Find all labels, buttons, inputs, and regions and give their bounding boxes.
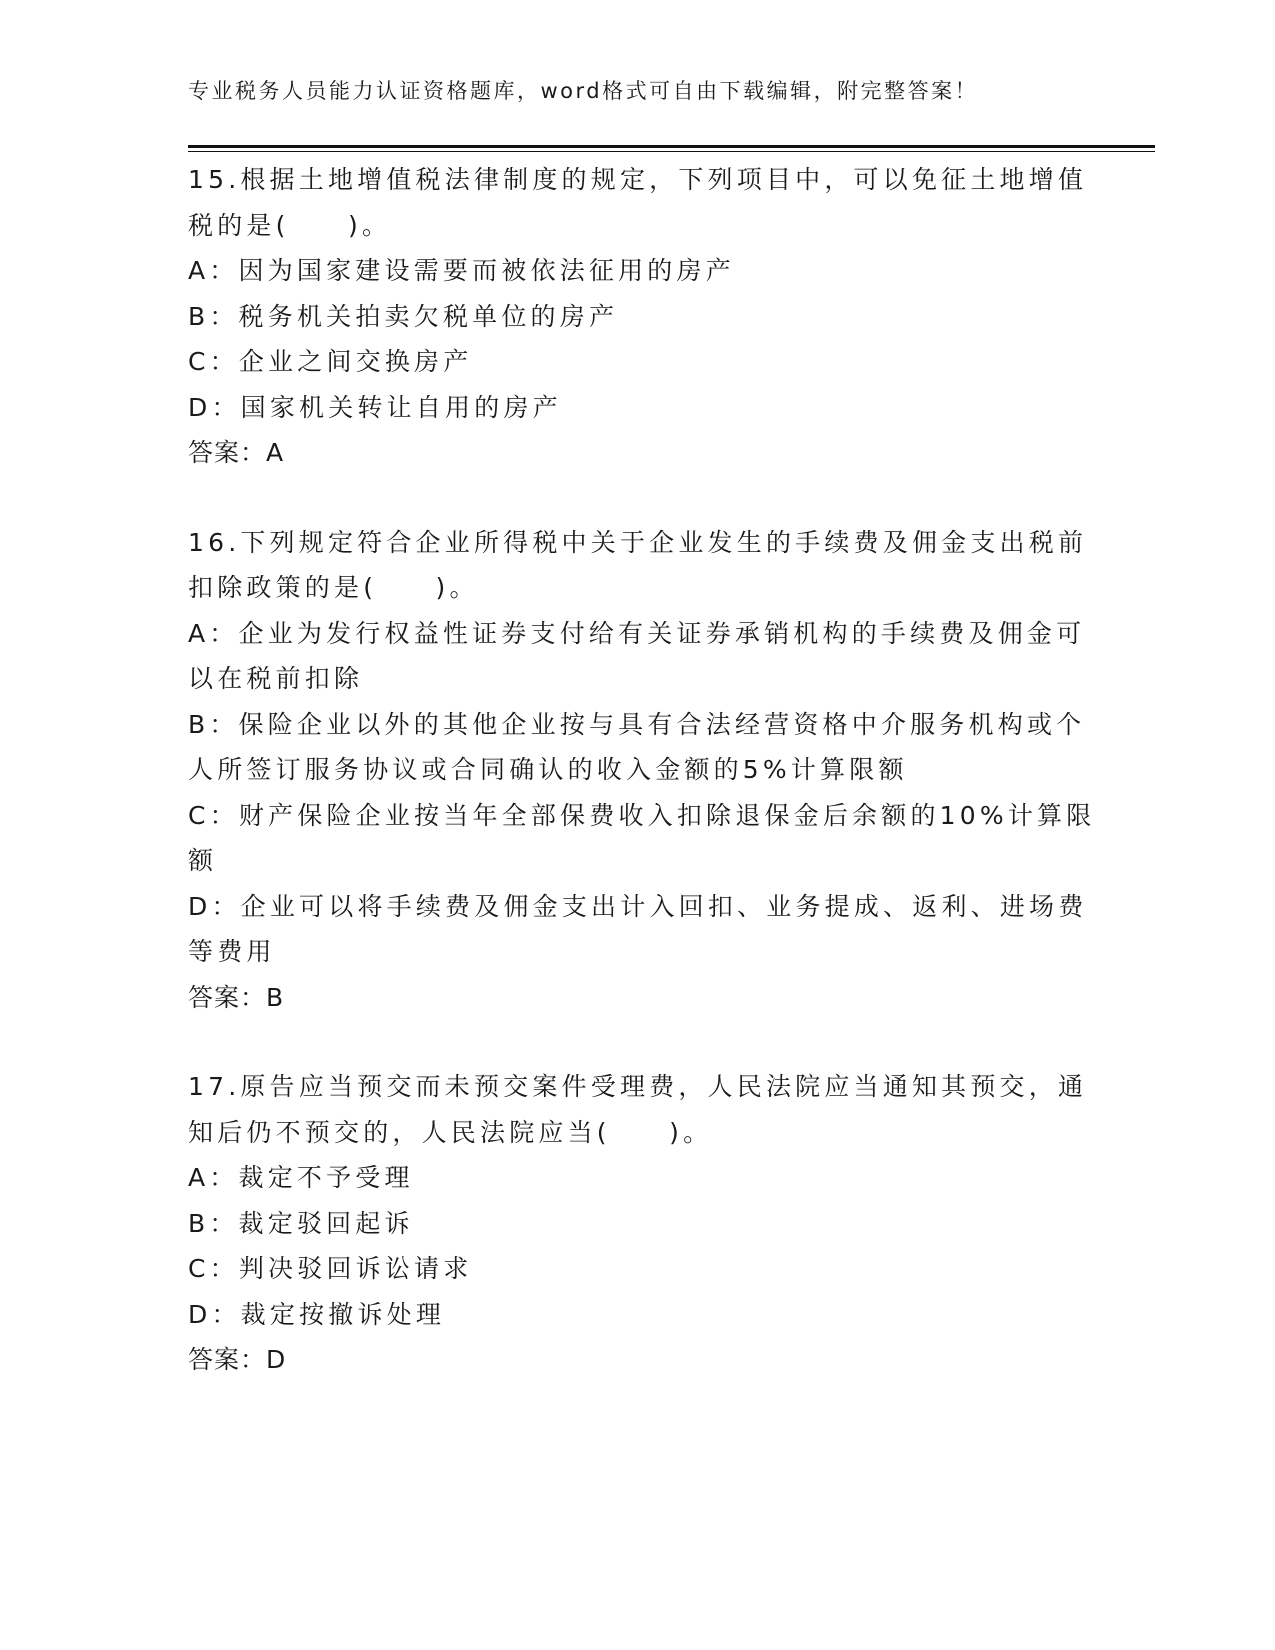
option-c: C：企业之间交换房产 <box>188 347 473 376</box>
question-15 <box>188 157 1088 476</box>
option-a: A：裁定不予受理 <box>188 1163 414 1192</box>
option-b: B：裁定驳回起诉 <box>188 1208 414 1238</box>
question-stem: 15.根据土地增值税法律制度的规定，下列项目中，可以免征土地增值 <box>188 165 1088 194</box>
option-b: B：税务机关拍卖欠税单位的房产 <box>188 301 619 331</box>
question-16 <box>188 520 1096 1021</box>
question-17 <box>188 1064 1088 1383</box>
question-stem: 知后仍不预交的，人民法院应当( )。 <box>188 1117 713 1147</box>
option-a: A：企业为发行权益性证券支付给有关证券承销机构的手续费及佣金可 <box>188 618 1086 648</box>
answer-line: 答案：A <box>188 438 285 467</box>
question-list <box>188 157 1096 1427</box>
question-stem: 17.原告应当预交而未预交案件受理费，人民法院应当通知其预交，通 <box>188 1072 1088 1101</box>
option-c: C：判决驳回诉讼请求 <box>188 1254 473 1283</box>
option-c: C：财产保险企业按当年全部保费收入扣除退保金后余额的10%计算限 <box>188 800 1096 830</box>
page-header: 专业税务人员能力认证资格题库，word格式可自由下载编辑，附完整答案！ <box>188 79 979 103</box>
answer-line: 答案：D <box>188 1345 287 1374</box>
option-a-continued: 以在税前扣除 <box>188 664 364 693</box>
answer-line: 答案：B <box>188 982 285 1012</box>
option-b: B：保险企业以外的其他企业按与具有合法经营资格中介服务机构或个 <box>188 709 1086 739</box>
option-b-continued: 人所签订服务协议或合同确认的收入金额的5%计算限额 <box>188 755 908 784</box>
option-d: D：国家机关转让自用的房产 <box>188 392 562 422</box>
question-stem: 扣除政策的是( )。 <box>188 573 479 602</box>
question-stem: 税的是( )。 <box>188 210 392 240</box>
option-d-continued: 等费用 <box>188 937 276 966</box>
option-d: D：裁定按撤诉处理 <box>188 1299 446 1329</box>
option-d: D：企业可以将手续费及佣金支出计入回扣、业务提成、返利、进场费 <box>188 891 1088 921</box>
header-rule-thin <box>188 151 1155 152</box>
option-a: A：因为国家建设需要而被依法征用的房产 <box>188 256 735 285</box>
header-rule-thick <box>188 145 1155 148</box>
option-c-continued: 额 <box>188 846 218 875</box>
question-stem: 16.下列规定符合企业所得税中关于企业发生的手续费及佣金支出税前 <box>188 527 1088 557</box>
